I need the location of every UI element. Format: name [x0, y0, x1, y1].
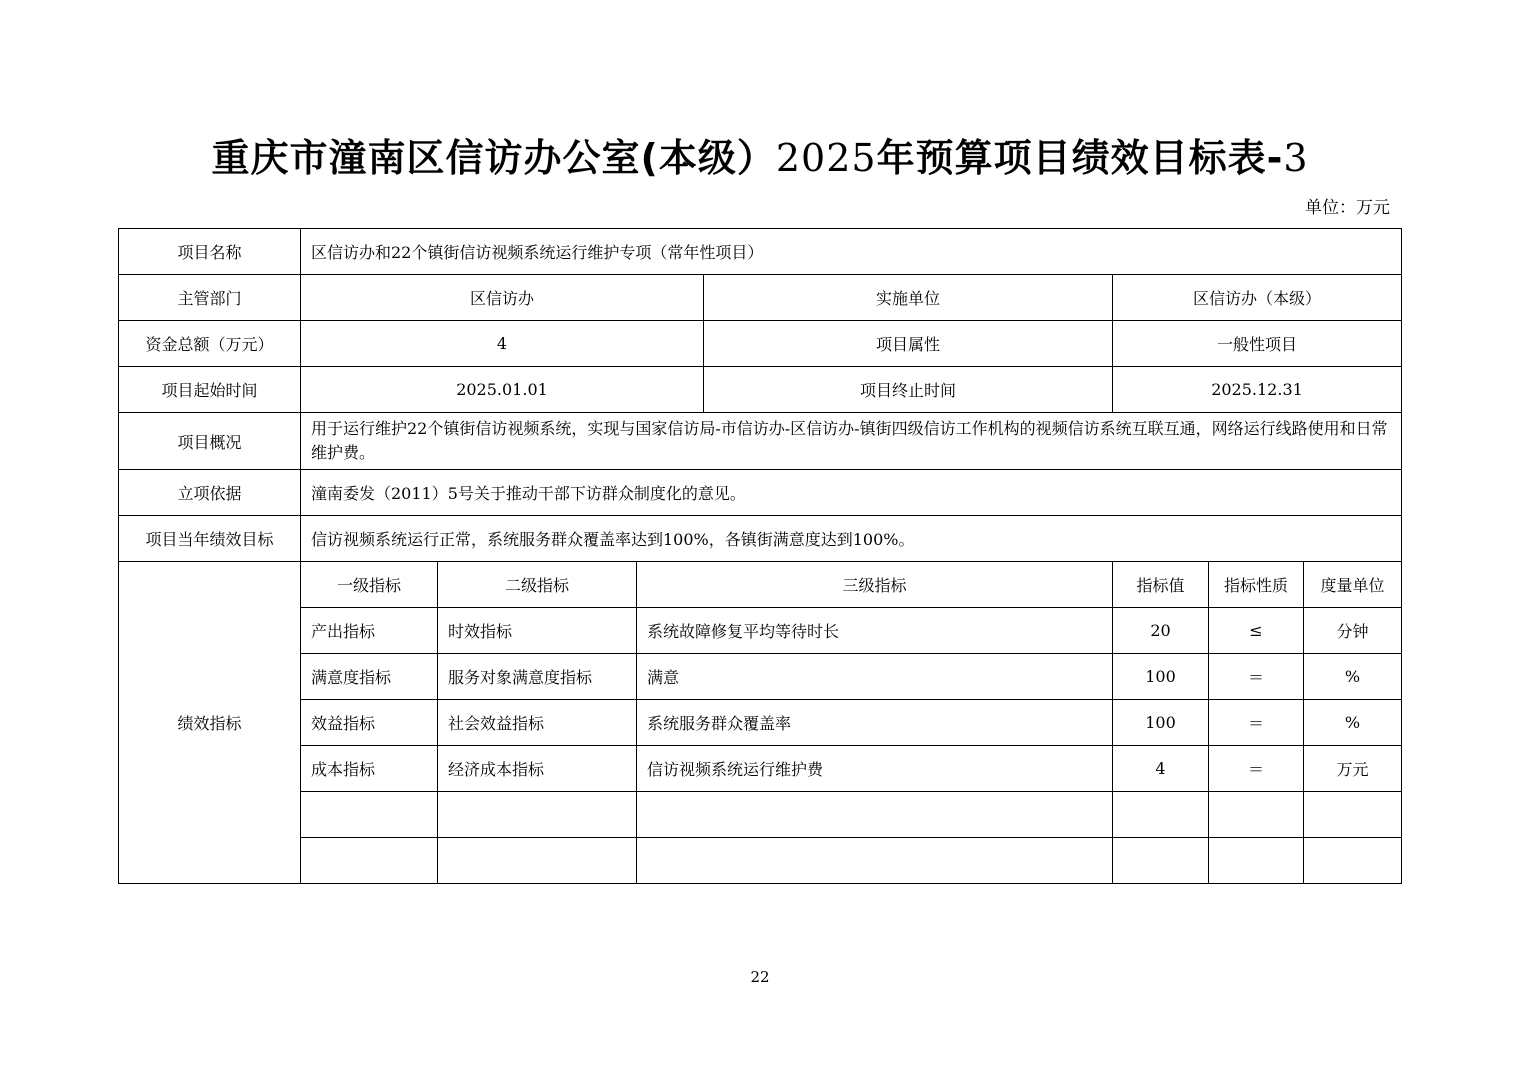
perf-level2: 经济成本指标 [438, 746, 637, 792]
page-title [0, 133, 1520, 183]
perf-nature: ＝ [1209, 654, 1304, 700]
perf-level1: 效益指标 [301, 700, 438, 746]
perf-level1 [301, 792, 438, 838]
title-middle: 年预算项目绩效目标表- [876, 136, 1284, 180]
goal-label: 项目当年绩效目标 [119, 516, 301, 562]
basis-label: 立项依据 [119, 470, 301, 516]
table-row [119, 700, 1402, 746]
perf-unit: % [1304, 700, 1402, 746]
end-label: 项目终止时间 [704, 367, 1113, 413]
perf-header-value: 指标值 [1113, 562, 1209, 608]
start-label: 项目起始时间 [119, 367, 301, 413]
perf-unit: 分钟 [1304, 608, 1402, 654]
perf-value: 100 [1113, 700, 1209, 746]
perf-header-nature: 指标性质 [1209, 562, 1304, 608]
table-row [119, 792, 1402, 838]
perf-value [1113, 792, 1209, 838]
perf-label: 绩效指标 [119, 562, 301, 884]
perf-level2 [438, 838, 637, 884]
perf-level3: 系统故障修复平均等待时长 [637, 608, 1113, 654]
project-name-value: 区信访办和22个镇街信访视频系统运行维护专项（常年性项目） [301, 229, 1402, 275]
perf-header-row [119, 562, 1402, 608]
perf-level2 [438, 792, 637, 838]
title-year: 2025 [775, 136, 877, 180]
perf-level1: 成本指标 [301, 746, 438, 792]
impl-value: 区信访办（本级） [1113, 275, 1402, 321]
perf-level2: 服务对象满意度指标 [438, 654, 637, 700]
perf-level3 [637, 792, 1113, 838]
perf-header-level3: 三级指标 [637, 562, 1113, 608]
basis-value: 潼南委发（2011）5号关于推动干部下访群众制度化的意见。 [301, 470, 1402, 516]
perf-level1 [301, 838, 438, 884]
perf-value: 20 [1113, 608, 1209, 654]
perf-unit [1304, 792, 1402, 838]
table-row [119, 608, 1402, 654]
dept-value: 区信访办 [301, 275, 704, 321]
perf-header-level2: 二级指标 [438, 562, 637, 608]
table-row [119, 746, 1402, 792]
attr-value: 一般性项目 [1113, 321, 1402, 367]
row-overview [119, 413, 1402, 470]
impl-label: 实施单位 [704, 275, 1113, 321]
overview-value: 用于运行维护22个镇街信访视频系统，实现与国家信访局-市信访办-区信访办-镇街四级信访工作机构的视频信访系统互联互通，网络运行线路使用和日常维护费。 [301, 413, 1402, 470]
start-value: 2025.01.01 [301, 367, 704, 413]
fund-label: 资金总额（万元） [119, 321, 301, 367]
perf-level3: 满意 [637, 654, 1113, 700]
unit-label: 单位：万元 [1305, 198, 1390, 218]
table-row [119, 654, 1402, 700]
attr-label: 项目属性 [704, 321, 1113, 367]
row-project-name [119, 229, 1402, 275]
row-goal [119, 516, 1402, 562]
perf-value: 4 [1113, 746, 1209, 792]
perf-unit [1304, 838, 1402, 884]
title-prefix: 重庆市潼南区信访办公室(本级） [211, 136, 776, 180]
title-number: 3 [1283, 136, 1309, 180]
page-number: 22 [750, 968, 770, 986]
goal-value: 信访视频系统运行正常，系统服务群众覆盖率达到100%，各镇街满意度达到100%。 [301, 516, 1402, 562]
perf-value [1113, 838, 1209, 884]
perf-level3: 信访视频系统运行维护费 [637, 746, 1113, 792]
perf-unit: 万元 [1304, 746, 1402, 792]
perf-header-level1: 一级指标 [301, 562, 438, 608]
perf-level3 [637, 838, 1113, 884]
dept-label: 主管部门 [119, 275, 301, 321]
fund-value: 4 [301, 321, 704, 367]
perf-level2: 社会效益指标 [438, 700, 637, 746]
perf-level1: 产出指标 [301, 608, 438, 654]
perf-unit: % [1304, 654, 1402, 700]
perf-value: 100 [1113, 654, 1209, 700]
row-fund [119, 321, 1402, 367]
row-department [119, 275, 1402, 321]
perf-nature [1209, 838, 1304, 884]
perf-nature: ≤ [1209, 608, 1304, 654]
perf-level3: 系统服务群众覆盖率 [637, 700, 1113, 746]
perf-level1: 满意度指标 [301, 654, 438, 700]
overview-label: 项目概况 [119, 413, 301, 470]
performance-target-table [118, 228, 1402, 884]
project-name-label: 项目名称 [119, 229, 301, 275]
end-value: 2025.12.31 [1113, 367, 1402, 413]
perf-nature: ＝ [1209, 746, 1304, 792]
table-row [119, 838, 1402, 884]
perf-level2: 时效指标 [438, 608, 637, 654]
perf-header-unit: 度量单位 [1304, 562, 1402, 608]
perf-nature [1209, 792, 1304, 838]
row-basis [119, 470, 1402, 516]
perf-nature: ＝ [1209, 700, 1304, 746]
row-dates [119, 367, 1402, 413]
